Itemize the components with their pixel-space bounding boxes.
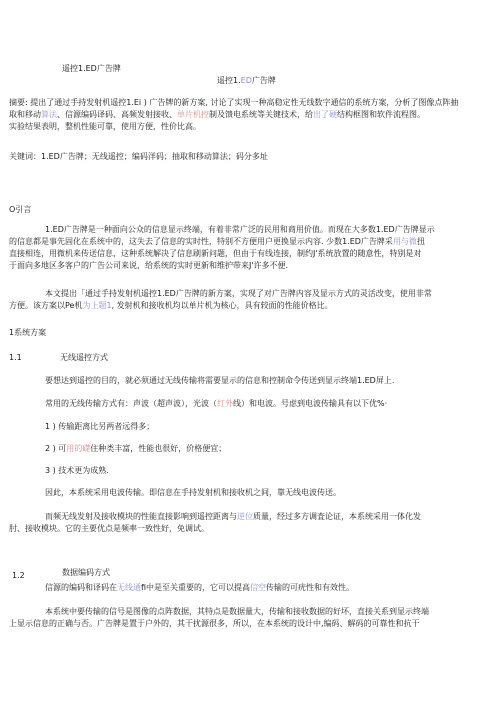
abstract-text: 取和移动 xyxy=(9,110,41,119)
para-highlight: 用的礎 xyxy=(66,444,91,453)
center-title-part1: 遥控1. xyxy=(217,76,241,85)
para-text: 线）和电波。号虑到电波传输具有以下优%· xyxy=(233,399,388,408)
para-text: fi中是至关重要的，它可以提高 xyxy=(141,583,251,592)
para-line: 上显示信息的正确与否。广告牌是置于户外的，其干扰源很多，所以，在本系统的设计中,编码、解码的可靠性和抗干 xyxy=(9,619,420,628)
para-highlight: 红外 xyxy=(217,399,233,408)
keywords: 关键词：1.ED广告牌；无线遥控；编码洋码；抽取和移动算法；码分多址 xyxy=(9,152,268,161)
section-0-paragraph-2 xyxy=(9,288,493,312)
abstract-line-1: 摘要: 提出了通过手持发射机遥控1.Ei ) 广告牌的新方案, 讨论了实现一种高稳定性无线数字通信的系统方案，分析了图像点阵抽 xyxy=(9,98,459,107)
para-text: 信源的编码和译码在 xyxy=(45,583,117,592)
abstract-highlight: 单片机控 xyxy=(177,110,209,119)
para-highlight: 用与微 xyxy=(392,237,417,246)
para-text: , 发射机和接收机均以单片机为核心，具有较面的性能价格比。 xyxy=(111,301,333,310)
para-text: 方便。该方案以Pe机 xyxy=(9,301,83,310)
abstract-highlight: 出了硬 xyxy=(313,110,337,119)
para-line: 本文提出「通过手持发射机遥控1.ED广告牌的新方案，实现了对广告牌内容及显示方式的灵活改变，使用非常 xyxy=(45,289,432,298)
para-text: 住种类丰富，性能也很好，价格便宜； xyxy=(90,444,227,453)
para-text: 质量，经过多方调査论证，本系统采用一体化发 xyxy=(253,512,421,521)
section-0-paragraph-1 xyxy=(9,224,493,272)
para-line: 肘、接收模块。它的主要优点是频率一致性好，免调试。 xyxy=(9,524,209,533)
para-highlight: 无线通 xyxy=(117,583,141,592)
para-line: 直接相连，用微机来传送信息，这种系统解决了信息刷新问题，但由于有线连接，制约J'系统放置的随意性，特别是对 xyxy=(9,249,422,258)
para-text: 而频无线发射及接收模块的性能直接影响到遥控距离与 xyxy=(45,512,237,521)
para-text: 传输的可疣性和有效性。 xyxy=(266,583,355,592)
section-1-paragraph-3: 因此，本系统采用电波传输。即信息在手持发射机和接收机之间，靠无线电波传送。 xyxy=(45,488,341,497)
abstract xyxy=(9,97,493,133)
abstract-text: 结构框图和软件流程图。 xyxy=(337,110,425,119)
top-title: 遥控1.ED广告牌 xyxy=(62,64,121,73)
abstract-text: 制及馈电系统等关键技术，给 xyxy=(209,110,313,119)
para-line: 1.ED广告牌是一种面向公众的信息显示终端，有着非常广泛的民用和商用价值。而现在大多数1.ED广告牌显示 xyxy=(45,225,435,234)
list-item-2 xyxy=(45,443,226,455)
para-text: 扭 xyxy=(416,237,425,246)
subsection-1-2-number: 1.2 xyxy=(12,571,25,580)
section-1-paragraph-2 xyxy=(45,398,493,410)
center-title-part3: 广告牌 xyxy=(251,76,276,85)
subsection-1-1-title: 无线遥控方式 xyxy=(60,353,108,362)
para-text: 的信息都是事先固化在系统中的，这失去了信息的实时性，特别不方便用户更换显示内容. 少数1.ED广告牌采 xyxy=(9,237,393,246)
center-title xyxy=(217,75,276,87)
para-text: 2 ) 可 xyxy=(45,444,67,453)
para-highlight: 逆位 xyxy=(237,512,253,521)
para-text: 常用的无线传输方式有：声波（超声波），光波（ xyxy=(45,399,217,408)
section-1-paragraph-1: 要想达到遥控的目的，就必须通过无线传输将需要显示的信息和控制命令传送到显示终端1.ED屏上. xyxy=(45,376,395,385)
para-line: 于面向多地区多客户的广告公司来说，给系统的实时更新和维护带来J'许多不便. xyxy=(9,261,289,270)
section-1-paragraph-6 xyxy=(9,606,493,630)
para-highlight: 为上题1 xyxy=(82,301,112,310)
para-line: 本系统中要传输的信号是图像的点阵数据，其特点是数据量大，传输和接收数据的好坏，直接关系到显示终端 xyxy=(45,607,429,616)
center-title-part2: ED xyxy=(240,76,252,85)
section-1-paragraph-5 xyxy=(45,582,493,594)
para-line xyxy=(9,300,493,312)
section-0-title: O引言 xyxy=(9,205,32,214)
section-1-title: 1系统方案 xyxy=(9,328,47,337)
subsection-1-2-title: 数据编码方式 xyxy=(62,568,110,577)
para-line xyxy=(9,511,493,523)
para-highlight: 信空 xyxy=(250,583,267,592)
section-1-paragraph-4 xyxy=(9,511,493,535)
para-line xyxy=(9,236,493,248)
list-item-1: 1 ) 传输距离比另两者远得多； xyxy=(45,422,155,431)
subsection-1-1-number: 1.1 xyxy=(9,353,22,362)
abstract-text: 、信源编码译码、高频发射接收、 xyxy=(57,110,177,119)
abstract-highlight: 算法 xyxy=(41,110,57,119)
abstract-line-3: 实验结果表明，整机性能可靠，使用方便，性价比高。 xyxy=(9,122,201,131)
abstract-line-2 xyxy=(9,109,493,121)
list-item-3: 3 ) 技术更为成熟. xyxy=(45,466,109,475)
